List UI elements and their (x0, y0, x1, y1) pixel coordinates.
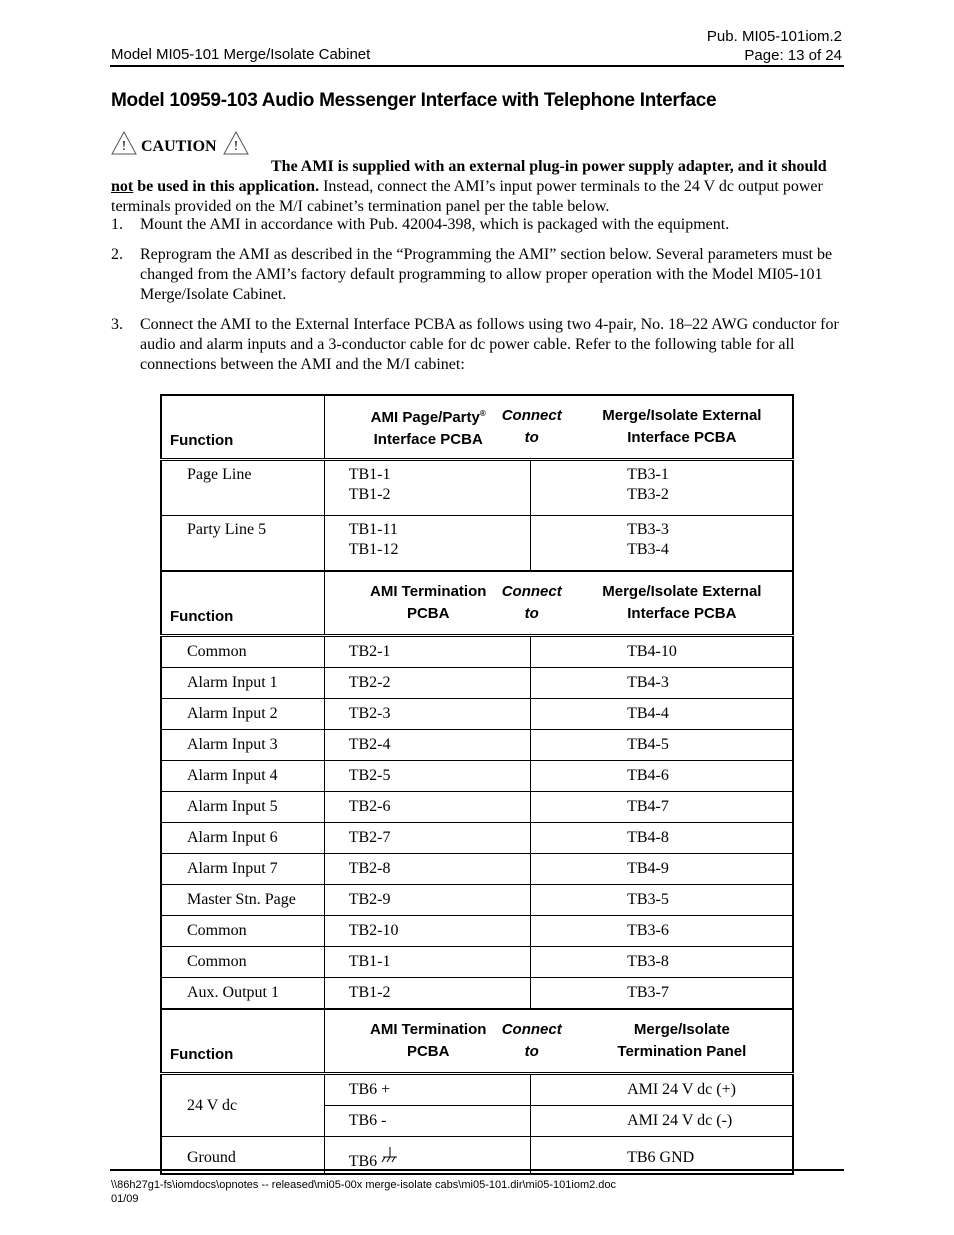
page-number: Page: 13 of 24 (744, 47, 842, 64)
table-row (161, 636, 793, 668)
table-row (161, 823, 793, 854)
instruction-steps (111, 215, 841, 385)
warning-triangle-icon (223, 131, 249, 161)
cell-function: Ground (161, 1137, 324, 1175)
cell-merge-isolate: AMI 24 V dc (+) (531, 1074, 793, 1106)
cell-function: Alarm Input 5 (161, 792, 324, 823)
header-function: Function (161, 1009, 324, 1074)
table-row (161, 460, 793, 516)
cell-merge-isolate: TB3-8 (531, 947, 793, 978)
footer-rule (110, 1169, 844, 1171)
header-merge-isolate: Merge/Isolate External Interface PCBA (602, 583, 762, 622)
cell-function: Alarm Input 3 (161, 730, 324, 761)
svg-text:!: ! (233, 139, 238, 154)
table-row (161, 730, 793, 761)
cell-ami: TB2-5 (324, 761, 530, 792)
cell-ami: TB6 + (324, 1074, 530, 1106)
cell-ami: TB1-1 TB1-2 (324, 460, 530, 516)
section-title: Model 10959-103 Audio Messenger Interface with Telephone Interface (111, 90, 717, 111)
footer (111, 1178, 616, 1206)
header-function: Function (161, 571, 324, 636)
cell-ami: TB6 (324, 1137, 530, 1175)
cell-merge-isolate: TB3-5 (531, 885, 793, 916)
header-merge-isolate: Merge/Isolate Termination Panel (617, 1021, 747, 1060)
cell-function: Common (161, 916, 324, 947)
footer-date: 01/09 (111, 1193, 139, 1205)
step-number: 1. (111, 216, 123, 233)
table-row (161, 516, 793, 572)
cell-function: Alarm Input 7 (161, 854, 324, 885)
cell-merge-isolate: TB3-3 TB3-4 (531, 516, 793, 572)
caution-notice (111, 131, 846, 217)
caution-bold-text: The AMI is supplied with an external plug-in power supply adapter, and it should (271, 158, 827, 175)
step-text: Mount the AMI in accordance with Pub. 42004-398, which is packaged with the equipment. (140, 216, 730, 233)
table-row (161, 978, 793, 1010)
header-document-title: Model MI05-101 Merge/Isolate Cabinet (111, 46, 371, 63)
header-rule (110, 65, 844, 67)
cell-ami: TB2-3 (324, 699, 530, 730)
connection-table (160, 394, 794, 1175)
step-item (111, 215, 841, 235)
step-item (111, 315, 841, 375)
cell-merge-isolate: TB3-6 (531, 916, 793, 947)
cell-merge-isolate: TB4-5 (531, 730, 793, 761)
cell-ami: TB1-2 (324, 978, 530, 1010)
cell-merge-isolate: TB4-10 (531, 636, 793, 668)
cell-merge-isolate: TB4-6 (531, 761, 793, 792)
cell-function: Aux. Output 1 (161, 978, 324, 1010)
cell-ami: TB2-10 (324, 916, 530, 947)
header-function: Function (161, 395, 324, 460)
chassis-ground-icon (381, 1146, 399, 1169)
cell-function: Common (161, 636, 324, 668)
cell-merge-isolate: TB3-1 TB3-2 (531, 460, 793, 516)
cell-ami: TB1-11 TB1-12 (324, 516, 530, 572)
header-ami: AMI Termination PCBA (370, 583, 487, 622)
table-row (161, 1074, 793, 1106)
step-number: 2. (111, 246, 123, 263)
cell-ami: TB2-2 (324, 668, 530, 699)
cell-merge-isolate: TB4-9 (531, 854, 793, 885)
header-group: AMI Page/Party® Interface PCBA Connect to Merge/Isolate External Interface PCBA (324, 395, 793, 460)
cell-function: Common (161, 947, 324, 978)
publication-number: Pub. MI05-101iom.2 (706, 28, 842, 45)
table-row (161, 947, 793, 978)
cell-merge-isolate: TB4-4 (531, 699, 793, 730)
cell-merge-isolate: TB4-8 (531, 823, 793, 854)
table-row (161, 699, 793, 730)
table-row (161, 668, 793, 699)
svg-text:!: ! (121, 139, 127, 154)
footer-file-path: \\86h27g1-fs\iomdocs\opnotes -- released\mi05-00x merge-isolate cabs\mi05-101.dir\mi05-101iom2.doc (111, 1179, 617, 1191)
table-header-row (161, 1009, 793, 1074)
cell-function: Alarm Input 6 (161, 823, 324, 854)
cell-function: Alarm Input 4 (161, 761, 324, 792)
cell-function: Alarm Input 1 (161, 668, 324, 699)
cell-ami: TB2-6 (324, 792, 530, 823)
cell-merge-isolate: TB6 GND (531, 1137, 793, 1175)
caution-label: CAUTION (141, 138, 217, 155)
caution-emphasis-not: not (111, 178, 134, 195)
header-group: AMI Termination PCBA Connect to Merge/Isolate Termination Panel (324, 1009, 793, 1074)
table-row (161, 761, 793, 792)
cell-ami: TB2-8 (324, 854, 530, 885)
step-number: 3. (111, 316, 123, 333)
step-text: Connect the AMI to the External Interface PCBA as follows using two 4-pair, No. 18–22 AWG conductor for audio and alarm inputs and a 3-conductor cable for dc power cable. Refer to the following table for all connections between the AMI and the M/I cabinet: (140, 316, 839, 373)
header-ami: AMI Termination PCBA (370, 1021, 487, 1060)
cell-function: Party Line 5 (161, 516, 324, 572)
cell-ami: TB2-7 (324, 823, 530, 854)
step-item (111, 245, 841, 305)
cell-function: Alarm Input 2 (161, 699, 324, 730)
table-row (161, 885, 793, 916)
table-header-row (161, 395, 793, 460)
header-publication-info (707, 27, 842, 65)
step-text: Reprogram the AMI as described in the “Programming the AMI” section below. Several parameters must be changed from the AMI’s factory default programming to allow proper operation with the Model MI05-101 Merge/Isolate Cabinet. (140, 246, 833, 303)
table-row (161, 854, 793, 885)
cell-ami: TB6 - (324, 1106, 530, 1137)
table-row (161, 916, 793, 947)
caution-body-text: Instead, connect the AMI’s input power terminals to the 24 V dc output power terminals provided on the M/I cabinet’s termination panel per the table below. (111, 178, 823, 215)
header-ami: AMI Page/Party® Interface PCBA (370, 409, 486, 448)
cell-merge-isolate: TB3-7 (531, 978, 793, 1010)
cell-ami: TB2-9 (324, 885, 530, 916)
cell-merge-isolate: TB4-7 (531, 792, 793, 823)
cell-ami: TB1-1 (324, 947, 530, 978)
cell-merge-isolate: AMI 24 V dc (-) (531, 1106, 793, 1137)
header-group: AMI Termination PCBA Connect to Merge/Isolate External Interface PCBA (324, 571, 793, 636)
cell-function: Master Stn. Page (161, 885, 324, 916)
cell-merge-isolate: TB4-3 (531, 668, 793, 699)
cell-function: Page Line (161, 460, 324, 516)
table-row (161, 792, 793, 823)
caution-bold-text-end: be used in this application. (133, 178, 320, 195)
table-header-row (161, 571, 793, 636)
cell-function: 24 V dc (161, 1074, 324, 1137)
warning-triangle-icon (111, 131, 137, 161)
cell-ami: TB2-1 (324, 636, 530, 668)
cell-ami: TB2-4 (324, 730, 530, 761)
header-merge-isolate: Merge/Isolate External Interface PCBA (602, 407, 762, 446)
